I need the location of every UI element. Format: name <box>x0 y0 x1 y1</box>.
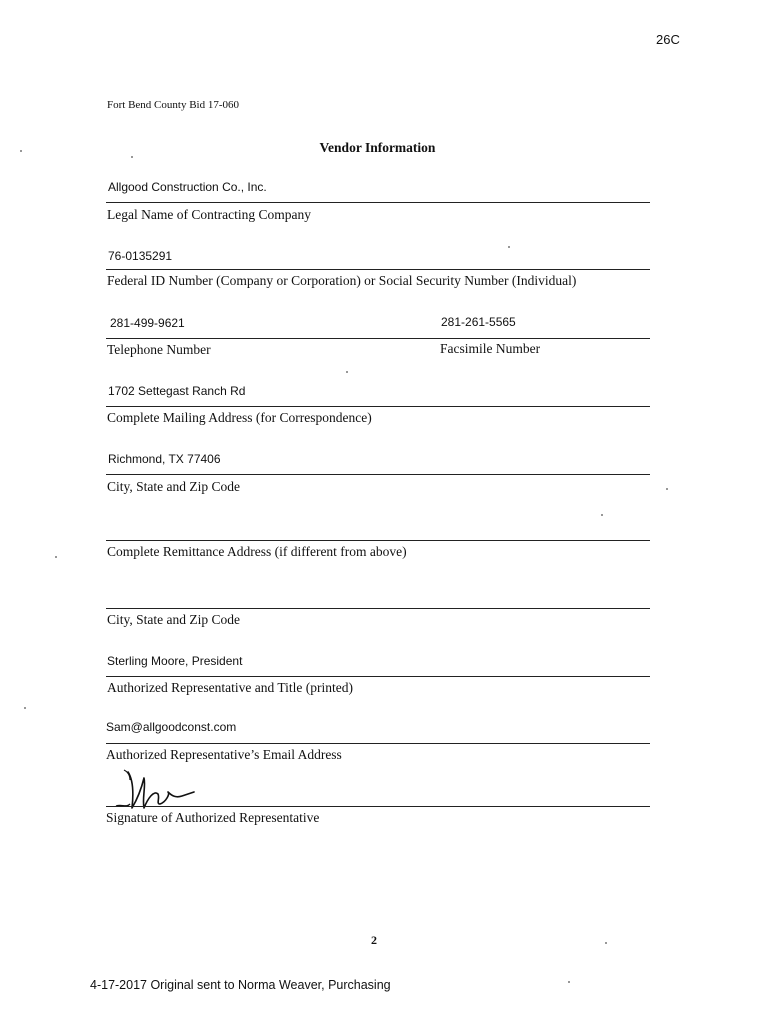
telephone-label: Telephone Number <box>107 342 211 357</box>
scan-speck <box>346 371 348 373</box>
representative-value: Sterling Moore, President <box>107 654 243 668</box>
federal-id-value: 76-0135291 <box>108 249 173 263</box>
representative-email-rule <box>106 743 650 744</box>
mailing-address-value: 1702 Settegast Ranch Rd <box>108 384 246 398</box>
city-state-zip-rule <box>106 474 650 475</box>
telephone-value: 281-499-9621 <box>110 316 185 330</box>
scan-speck <box>605 942 607 944</box>
page-code: 26C <box>656 32 680 47</box>
city-state-zip-value: Richmond, TX 77406 <box>108 452 221 466</box>
phone-fax-rule <box>106 338 650 339</box>
remittance-city-label: City, State and Zip Code <box>107 612 240 627</box>
fax-value: 281-261-5565 <box>441 315 516 329</box>
representative-label: Authorized Representative and Title (printed) <box>107 680 353 695</box>
mailing-address-rule <box>106 406 650 407</box>
scan-speck <box>20 150 22 152</box>
city-state-zip-label: City, State and Zip Code <box>107 479 240 494</box>
scan-speck <box>131 156 133 158</box>
remittance-address-label: Complete Remittance Address (if different from above) <box>107 544 407 559</box>
footer-note: 4-17-2017 Original sent to Norma Weaver, Purchasing <box>90 978 391 992</box>
scan-speck <box>666 488 668 490</box>
handwritten-signature <box>108 768 208 814</box>
scan-speck <box>24 707 26 709</box>
mailing-address-label: Complete Mailing Address (for Correspondence) <box>107 410 372 425</box>
bid-reference: Fort Bend County Bid 17-060 <box>107 99 240 111</box>
scan-speck <box>55 556 57 558</box>
company-name-value: Allgood Construction Co., Inc. <box>108 180 267 194</box>
scan-speck <box>601 514 603 516</box>
company-name-label: Legal Name of Contracting Company <box>107 207 311 222</box>
form-title: Vendor Information <box>319 140 436 155</box>
federal-id-rule <box>106 269 650 270</box>
page-number: 2 <box>371 933 377 947</box>
remittance-city-rule <box>106 608 650 609</box>
representative-email-label: Authorized Representative’s Email Address <box>106 747 342 762</box>
representative-rule <box>106 676 650 677</box>
signature-label: Signature of Authorized Representative <box>106 810 320 825</box>
signature-rule <box>106 806 650 807</box>
company-name-rule <box>106 202 650 203</box>
fax-label: Facsimile Number <box>440 341 541 356</box>
scan-speck <box>508 246 510 248</box>
remittance-address-rule <box>106 540 650 541</box>
federal-id-label: Federal ID Number (Company or Corporation) or Social Security Number (Individual) <box>107 273 577 288</box>
representative-email-value: Sam@allgoodconst.com <box>106 720 237 734</box>
scan-speck <box>568 981 570 983</box>
